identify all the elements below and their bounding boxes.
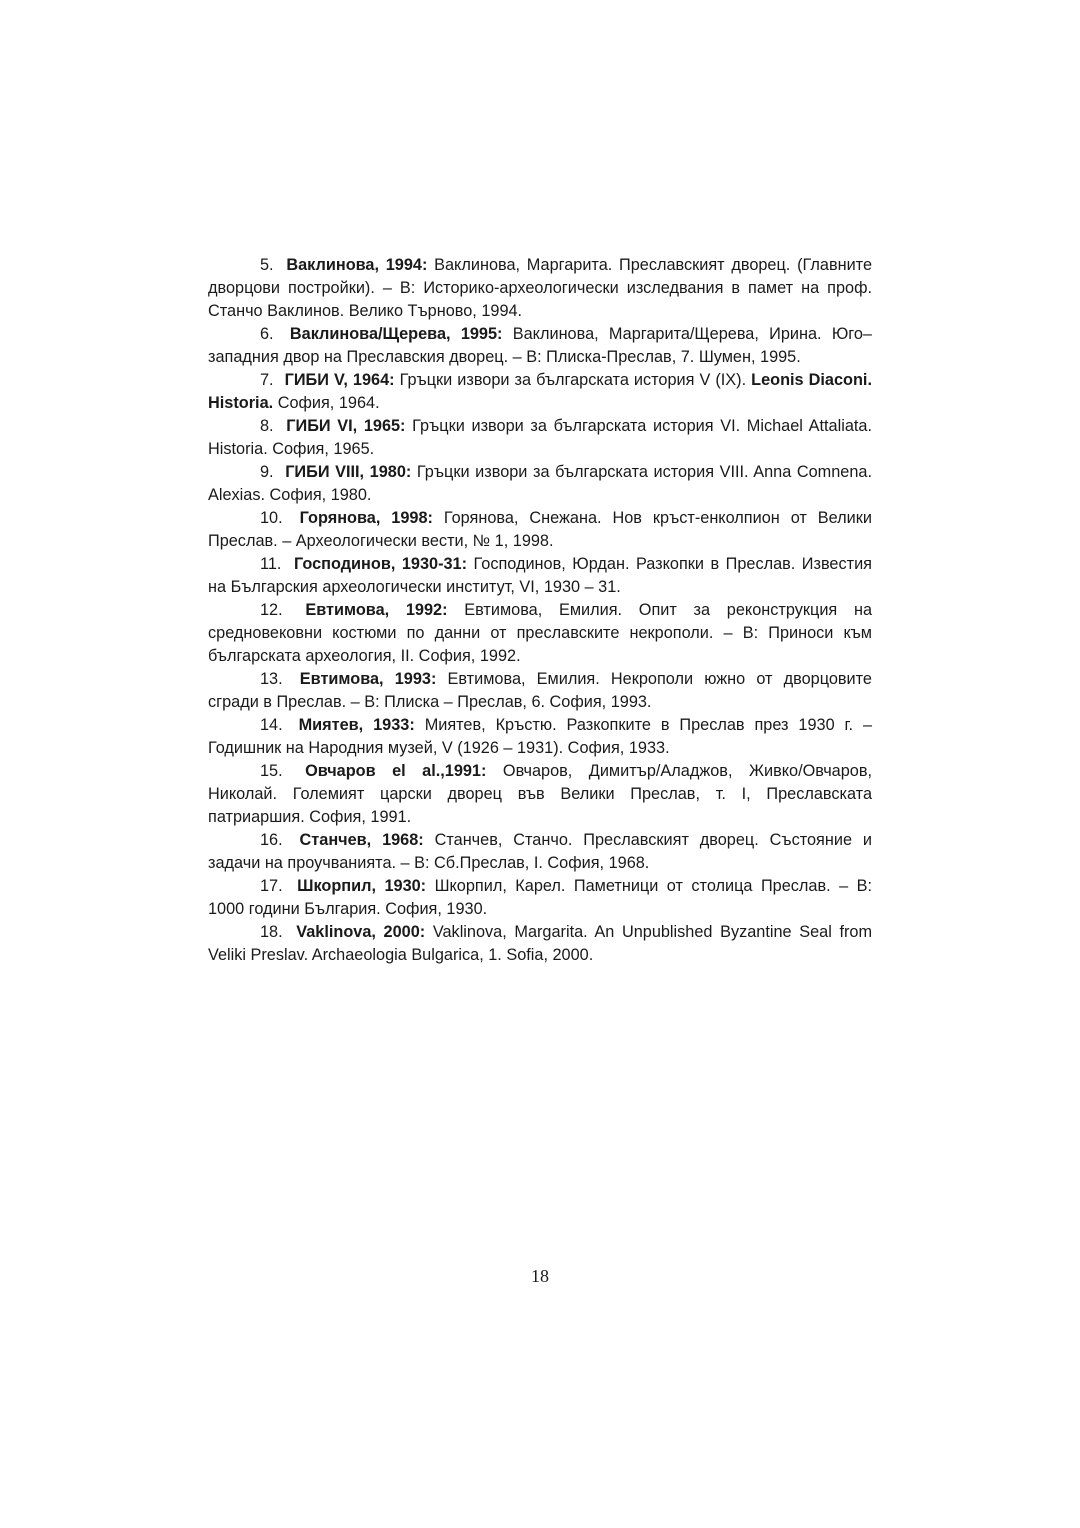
reference-key: Горянова, 1998: bbox=[299, 509, 433, 527]
reference-text: Евтимова, Емилия. Опит за реконструкция на средновековни костюми по данни от преславските некрополи. – В: Приноси към българската археология, II. София, 1992. bbox=[208, 601, 872, 665]
reference-text: Шкорпил, Карел. Паметници от столица Преслав. – В: 1000 години България. София, 1930. bbox=[208, 877, 872, 918]
reference-item bbox=[208, 507, 872, 553]
reference-key: Господинов, 1930-31: bbox=[293, 555, 468, 573]
reference-key: ГИБИ VIII, 1980: bbox=[285, 463, 412, 481]
reference-item bbox=[208, 415, 872, 461]
reference-text: Vaklinova, Margarita. An Unpublished Byzantine Seal from Veliki Preslav. Archaeologia Bulgarica, 1. Sofia, 2000. bbox=[208, 923, 873, 964]
reference-item bbox=[208, 668, 872, 714]
reference-text: Гръцки извори за българската история VIII. Anna Comnena. Alexias. София, 1980. bbox=[208, 463, 872, 504]
reference-item bbox=[208, 323, 872, 369]
page-number: 18 bbox=[531, 1266, 549, 1286]
reference-number: 11. bbox=[260, 555, 282, 573]
reference-number: 15. bbox=[260, 762, 283, 780]
reference-item bbox=[208, 369, 872, 415]
reference-item bbox=[208, 921, 872, 967]
reference-number: 5. bbox=[260, 256, 274, 274]
reference-key: Станчев, 1968: bbox=[299, 831, 424, 849]
reference-item bbox=[208, 599, 872, 668]
reference-text: Ваклинова, Маргарита. Преславският дворец. (Главните дворцови постройки). – В: Историко-археологически изследвания в памет на проф. Станчо Ваклинов. Велико Търново, 1994. bbox=[208, 256, 873, 320]
reference-number: 9. bbox=[260, 463, 274, 481]
reference-number: 6. bbox=[260, 325, 274, 343]
reference-text: Господинов, Юрдан. Разкопки в Преслав. Известия на Българския археологически институт, VI, 1930 – 31. bbox=[208, 555, 872, 596]
reference-number: 14. bbox=[260, 716, 283, 734]
reference-list bbox=[208, 254, 872, 967]
reference-number: 18. bbox=[260, 923, 283, 941]
reference-key: Евтимова, 1992: bbox=[305, 601, 448, 619]
reference-key: Овчаров el al.,1991: bbox=[305, 762, 487, 780]
reference-number: 16. bbox=[260, 831, 283, 849]
reference-key: Vaklinova, 2000: bbox=[296, 923, 426, 941]
reference-number: 10. bbox=[260, 509, 283, 527]
reference-text: Станчев, Станчо. Преславският дворец. Състояние и задачи на проучванията. – В: Сб.Преслав, I. София, 1968. bbox=[208, 831, 872, 872]
reference-text: Гръцки извори за българската история VI. Michael Attaliata. Historia. София, 1965. bbox=[208, 417, 872, 458]
reference-key: Евтимова, 1993: bbox=[299, 670, 437, 688]
reference-number: 17. bbox=[260, 877, 283, 895]
reference-number: 8. bbox=[260, 417, 274, 435]
reference-number: 12. bbox=[260, 601, 283, 619]
reference-number: 7. bbox=[260, 371, 274, 389]
reference-key: ГИБИ V, 1964: bbox=[284, 371, 395, 389]
reference-text: Горянова, Снежана. Нов кръст-енколпион от Велики Преслав. – Археологически вести, № 1, 1998. bbox=[208, 509, 872, 550]
reference-item bbox=[208, 254, 872, 323]
reference-text-end: София, 1964. bbox=[277, 394, 380, 412]
reference-item bbox=[208, 829, 872, 875]
reference-text: Ваклинова, Маргарита/Щерева, Ирина. Юго–западния двор на Преславския дворец. – В: Плиска-Преслав, 7. Шумен, 1995. bbox=[208, 325, 872, 366]
reference-item bbox=[208, 461, 872, 507]
reference-number: 13. bbox=[260, 670, 283, 688]
reference-key: Шкорпил, 1930: bbox=[297, 877, 427, 895]
reference-key: ГИБИ VI, 1965: bbox=[286, 417, 406, 435]
reference-key: Ваклинова/Щерева, 1995: bbox=[289, 325, 503, 343]
reference-text: Евтимова, Емилия. Некрополи южно от дворцовите сгради в Преслав. – В: Плиска – Преслав, 6. София, 1993. bbox=[208, 670, 872, 711]
reference-text: Овчаров, Димитър/Аладжов, Живко/Овчаров, Николай. Големият царски дворец във Велики Преслав, т. I, Преславската патриаршия. София, 1991. bbox=[208, 762, 873, 826]
reference-key: Миятев, 1933: bbox=[298, 716, 415, 734]
reference-item bbox=[208, 714, 872, 760]
reference-item bbox=[208, 875, 872, 921]
reference-text: Гръцки извори за българската история V (IX). bbox=[399, 371, 747, 389]
reference-source-title: Leonis Diaconi. Historia. bbox=[208, 371, 872, 412]
reference-item bbox=[208, 760, 872, 829]
reference-text: Миятев, Кръстю. Разкопките в Преслав през 1930 г. – Годишник на Народния музей, V (1926 – 1931). София, 1933. bbox=[208, 716, 872, 757]
reference-item bbox=[208, 553, 872, 599]
reference-key: Ваклинова, 1994: bbox=[286, 256, 428, 274]
